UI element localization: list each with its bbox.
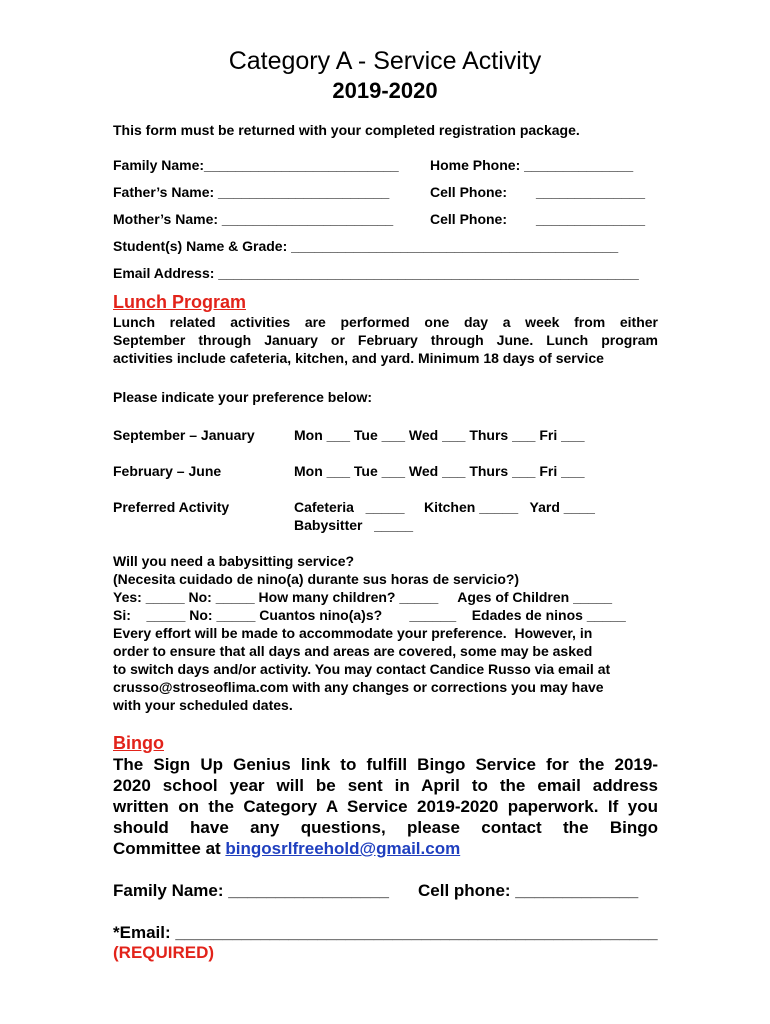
bingo-line-4: should have any questions, please contact the Bingo (113, 818, 658, 837)
effort-line-3: to switch days and/or activity. You may contact Candice Russo via email at (113, 661, 611, 677)
form-year: 2019-2020 (332, 78, 438, 103)
father-cell-label: Cell Phone: (430, 184, 508, 200)
mother-cell-field[interactable]: ______________ (536, 211, 646, 227)
bingo-family-name-field[interactable]: Family Name: _________________ (113, 881, 389, 900)
lunch-desc-line-3: activities include cafeteria, kitchen, and yard. Minimum 18 days of service (113, 350, 604, 366)
required-note: (REQUIRED) (113, 943, 215, 962)
bingo-cell-phone-field[interactable]: Cell phone: _____________ (418, 881, 639, 900)
home-phone-field[interactable]: Home Phone: ______________ (430, 157, 634, 173)
mother-name-field[interactable]: Mother’s Name: ______________________ (113, 211, 394, 227)
lunch-program-heading: Lunch Program (113, 292, 247, 312)
lunch-desc-line-2: September through January or February through June. Lunch program (113, 332, 658, 348)
babysitting-yes-line[interactable]: Yes: _____ No: _____ How many children? _____ Ages of Children _____ (113, 589, 613, 605)
effort-line-4: crusso@stroseoflima.com with any changes or corrections you may have (113, 679, 604, 695)
babysitter-option[interactable]: Babysitter _____ (294, 517, 414, 533)
effort-line-5: with your scheduled dates. (113, 697, 293, 713)
effort-line-1: Every effort will be made to accommodate your preference. However, in (113, 625, 593, 641)
sept-jan-days[interactable]: Mon ___ Tue ___ Wed ___ Thurs ___ Fri ___ (294, 427, 585, 443)
students-field[interactable]: Student(s) Name & Grade: __________________________________________ (113, 238, 619, 254)
sept-jan-label: September – January (113, 427, 255, 443)
effort-line-2: order to ensure that all days and areas are covered, some may be asked (113, 643, 593, 659)
feb-june-label: February – June (113, 463, 222, 479)
mother-cell-label: Cell Phone: (430, 211, 508, 227)
preference-prompt: Please indicate your preference below: (113, 389, 373, 405)
feb-june-days[interactable]: Mon ___ Tue ___ Wed ___ Thurs ___ Fri ___ (294, 463, 585, 479)
father-cell-field[interactable]: ______________ (536, 184, 646, 200)
babysitting-question-es: (Necesita cuidado de nino(a) durante sus horas de servicio?) (113, 571, 520, 587)
bingo-email-link[interactable]: bingosrlfreehold@gmail.com (225, 839, 461, 858)
bingo-line-3: written on the Category A Service 2019-2020 paperwork. If you (113, 797, 658, 816)
email-address-field[interactable]: Email Address: ______________________________________________________ (113, 265, 639, 281)
family-name-field[interactable]: Family Name:_________________________ (113, 157, 399, 173)
preferred-activity-label: Preferred Activity (113, 499, 230, 515)
bingo-line-1: The Sign Up Genius link to fulfill Bingo Service for the 2019- (113, 755, 658, 774)
bingo-contact-prefix: Committee at (113, 839, 226, 858)
babysitting-question: Will you need a babysitting service? (113, 553, 355, 569)
lunch-desc-line-1: Lunch related activities are performed one day a week from either (113, 314, 658, 330)
father-name-field[interactable]: Father’s Name: ______________________ (113, 184, 390, 200)
bingo-email-field[interactable]: *Email: ___________________________________________________ (113, 923, 658, 942)
form-title: Category A - Service Activity (228, 47, 542, 75)
bingo-line-2: 2020 school year will be sent in April to the email address (113, 776, 658, 795)
babysitting-si-line[interactable]: Si: _____ No: _____ Cuantos nino(a)s? ______ Edades de ninos _____ (113, 607, 626, 623)
activity-options[interactable]: Cafeteria _____ Kitchen _____ Yard ____ (294, 499, 595, 515)
form-intro: This form must be returned with your completed registration package. (113, 122, 580, 138)
bingo-heading: Bingo (113, 733, 164, 753)
bingo-line-5 (113, 839, 460, 859)
